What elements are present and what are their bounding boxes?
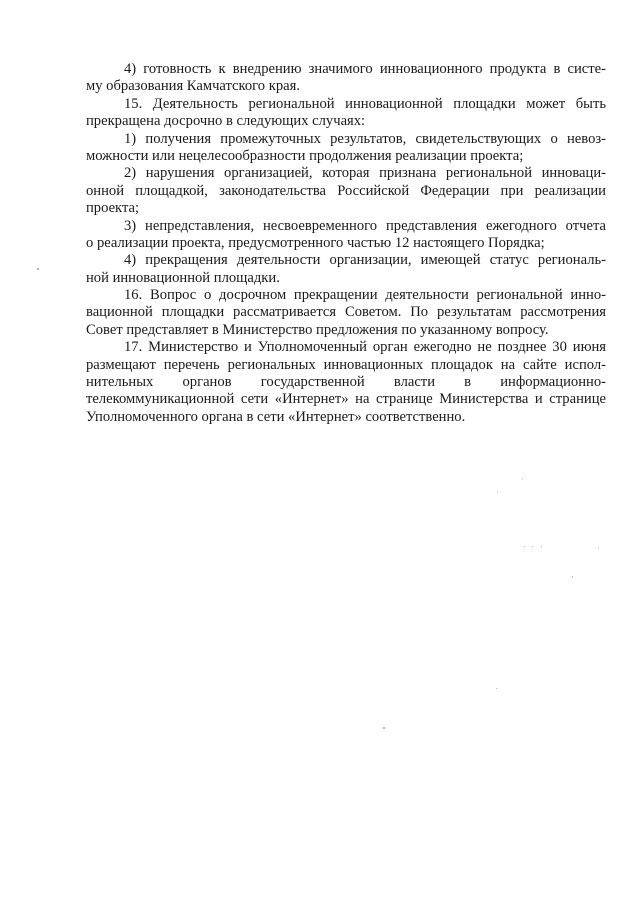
scan-speck (383, 727, 385, 729)
item-17-word: власти (393, 374, 435, 391)
item-16-line-3: Совет представляет в Министерство предложения по указанному вопросу. (86, 321, 549, 338)
case-1-line-2: можности или нецелесообразности продолжения реализации проекта; (86, 147, 524, 164)
case-2-line-1: 2) нарушения организацией, которая признана региональной инноваци- (124, 165, 606, 182)
item-4-line-2: му образования Камчатского края. (86, 78, 300, 95)
item-15-line-2: прекращена досрочно в следующих случаях: (86, 113, 366, 130)
scan-speck (524, 546, 525, 547)
item-17-line-5: Уполномоченного органа в сети «Интернет» соответственно. (86, 408, 466, 425)
item-17-word: информационно- (500, 374, 606, 391)
item-17-word: нительных (86, 374, 154, 391)
item-17-word: в (464, 374, 472, 391)
case-3-line-1: 3) непредставления, несвоевременного представления ежегодного отчета (124, 217, 606, 234)
scan-speck (522, 478, 523, 479)
item-17-word: государственной (260, 374, 365, 391)
item-16-line-2: вационной площадки рассматривается Советом. По результатам рассмотрения (86, 304, 606, 321)
case-2-line-3: проекта; (86, 200, 140, 217)
case-1-line-1: 1) получения промежуточных результатов, свидетельствующих о невоз- (124, 130, 606, 147)
case-4-line-1: 4) прекращения деятельности организации, имеющей статус региональ- (124, 252, 606, 269)
scan-speck (572, 576, 573, 577)
case-4-line-2: ной инновационной площадки. (86, 269, 280, 286)
scan-speck (37, 268, 39, 270)
item-4-line-1: 4) готовность к внедрению значимого инновационного продукта в систе- (124, 61, 606, 77)
item-17-line-4: телекоммуникационной сети «Интернет» на странице Министерства и странице (86, 391, 606, 408)
item-17-line-3 (86, 374, 606, 391)
case-2-line-2: онной площадкой, законодательства Российской Федерации при реализации (86, 182, 606, 199)
item-15-line-1: 15. Деятельность региональной инновационной площадки может быть (124, 95, 606, 112)
scan-speck (541, 546, 542, 547)
scan-speck (532, 546, 533, 547)
case-3-line-2: о реализации проекта, предусмотренного частью 12 настоящего Порядка; (86, 234, 545, 251)
item-17-line-1: 17. Министерство и Уполномоченный орган ежегодно не позднее 30 июня (124, 339, 606, 356)
item-17-line-2: размещают перечень региональных инновационных площадок на сайте испол- (86, 356, 606, 373)
document-body (86, 61, 606, 426)
scan-speck (497, 492, 498, 493)
item-16-line-1: 16. Вопрос о досрочном прекращении деятельности региональной инно- (124, 287, 606, 304)
item-17-word: органов (182, 374, 232, 391)
scan-speck (598, 548, 599, 549)
scan-speck (496, 688, 497, 689)
